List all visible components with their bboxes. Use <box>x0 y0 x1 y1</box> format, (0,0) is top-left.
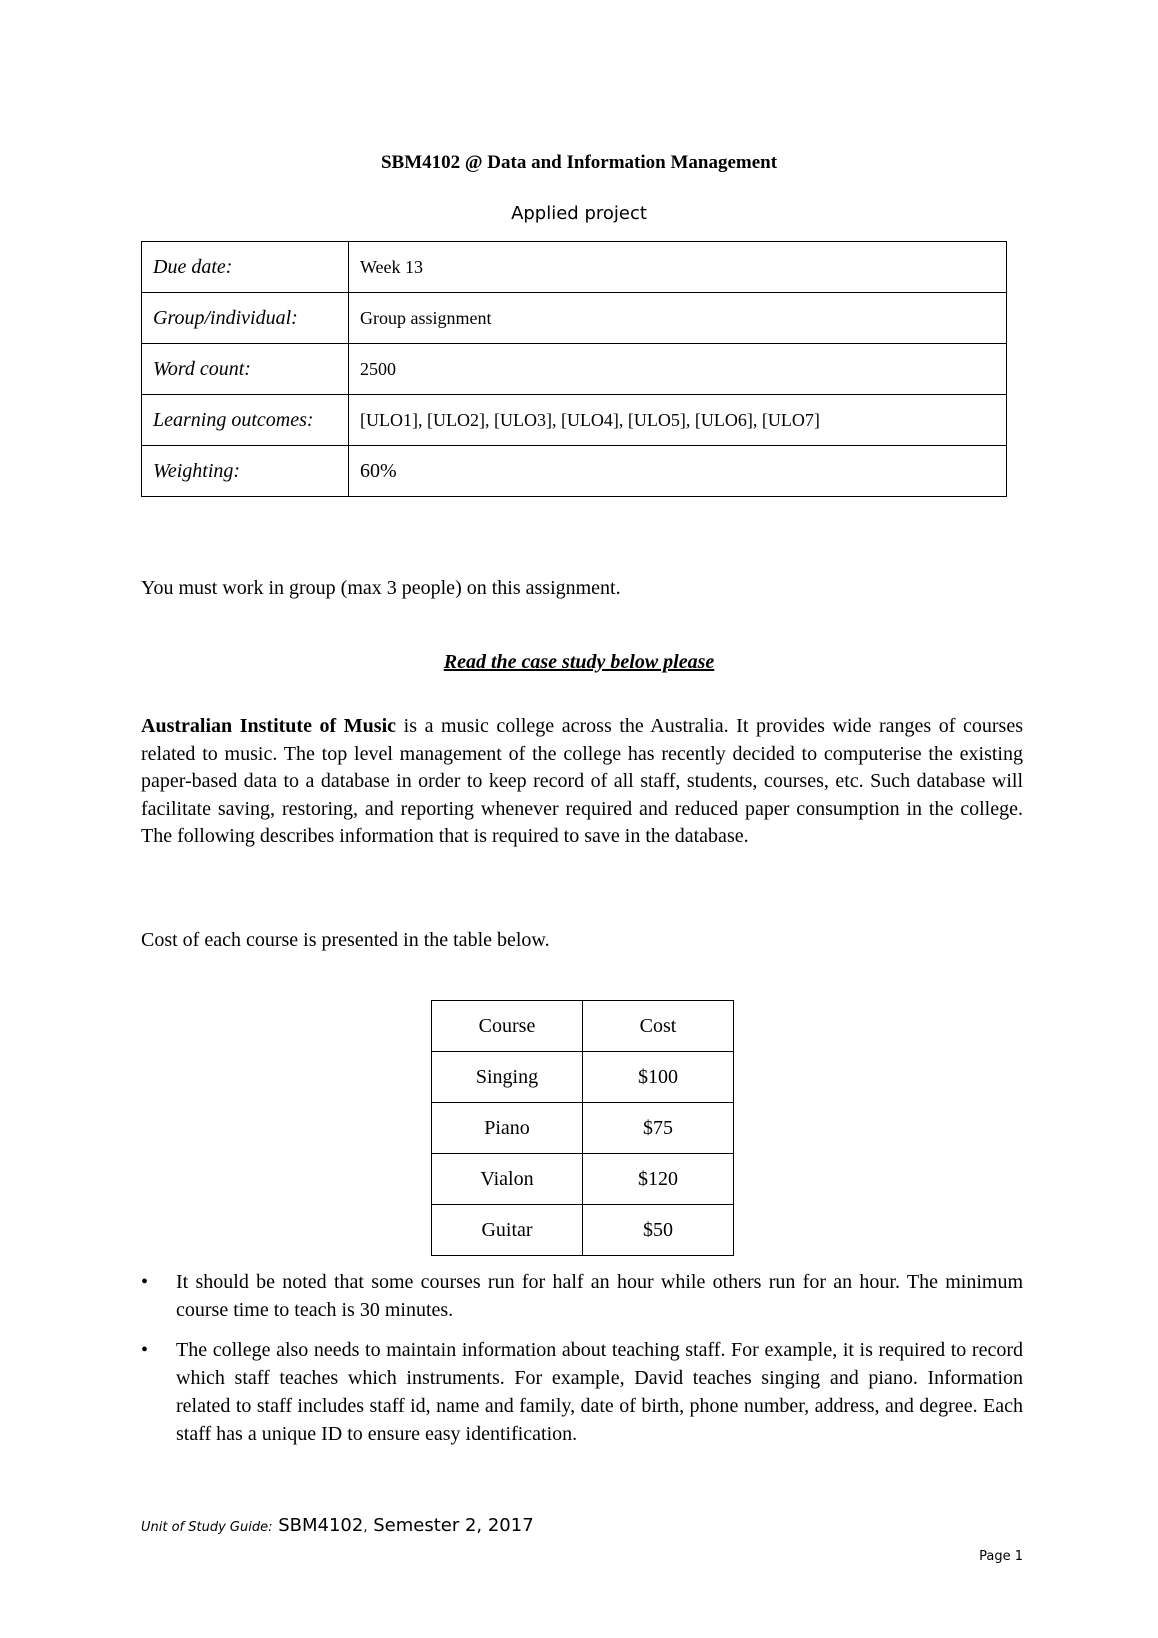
course-cell: Singing <box>432 1052 583 1103</box>
course-cost-table <box>431 1000 734 1256</box>
page-number: Page 1 <box>979 1549 1023 1564</box>
course-cell: Vialon <box>432 1154 583 1205</box>
info-value: Group assignment <box>349 293 1007 344</box>
info-label: Weighting: <box>142 446 349 497</box>
cost-intro: Cost of each course is presented in the table below. <box>141 929 550 951</box>
info-label: Word count: <box>142 344 349 395</box>
info-row <box>142 395 1007 446</box>
document-subtitle: Applied project <box>511 203 647 224</box>
info-value: Week 13 <box>349 242 1007 293</box>
bullet-icon: • <box>141 1339 149 1361</box>
list-item-text: It should be noted that some courses run for half an hour while others run for an hour. The minimum course time to teach is 30 minutes. <box>176 1271 1023 1321</box>
cost-row <box>432 1154 734 1205</box>
bullet-icon: • <box>141 1271 149 1293</box>
cost-cell: $120 <box>583 1154 734 1205</box>
info-value: [ULO1], [ULO2], [ULO3], [ULO4], [ULO5], [ULO6], [ULO7] <box>349 395 1007 446</box>
cost-row <box>432 1052 734 1103</box>
footer-separator: , <box>363 1520 368 1535</box>
info-row <box>142 344 1007 395</box>
intro-paragraph <box>141 713 1023 851</box>
info-label: Due date: <box>142 242 349 293</box>
info-value: 2500 <box>349 344 1007 395</box>
group-note: You must work in group (max 3 people) on this assignment. <box>141 577 621 599</box>
footer-label: Unit of Study Guide: <box>141 1520 273 1535</box>
course-cell: Guitar <box>432 1205 583 1256</box>
assignment-info-table <box>141 241 1007 497</box>
course-cell: Piano <box>432 1103 583 1154</box>
footer-semester: Semester 2, 2017 <box>373 1515 534 1536</box>
info-row <box>142 293 1007 344</box>
info-label: Group/individual: <box>142 293 349 344</box>
case-study-heading: Read the case study below please <box>443 651 715 673</box>
intro-text: is a music college across the Australia. It provides wide ranges of courses related to music. The top level management of the college has recently decided to computerise the existing paper-based data to a database in order to keep record of all staff, students, courses, etc. Such database will facilitate saving, restoring, and reporting whenever required and reduced paper consumption in the college. The following describes information that is required to save in the database. <box>141 715 1023 847</box>
cost-cell: $100 <box>583 1052 734 1103</box>
list-item-text: The college also needs to maintain information about teaching staff. For example, it is required to record which staff teaches which instruments. For example, David teaches singing and piano. Information related to staff includes staff id, name and family, date of birth, phone number, address, and degree. Each staff has a unique ID to ensure easy identification. <box>176 1339 1023 1445</box>
cost-header-cell: Course <box>432 1001 583 1052</box>
footer-unit-code: SBM4102 <box>278 1515 364 1536</box>
cost-cell: $75 <box>583 1103 734 1154</box>
info-value: 60% <box>349 446 1007 497</box>
requirements-list <box>141 1268 1023 1460</box>
list-item <box>141 1268 1023 1324</box>
cost-header-cell: Cost <box>583 1001 734 1052</box>
cost-row <box>432 1205 734 1256</box>
cost-header-row <box>432 1001 734 1052</box>
list-item <box>141 1336 1023 1448</box>
info-row <box>142 446 1007 497</box>
document-title: SBM4102 @ Data and Information Management <box>380 152 778 173</box>
info-row <box>142 242 1007 293</box>
cost-cell: $50 <box>583 1205 734 1256</box>
institute-name: Australian Institute of Music <box>141 715 397 737</box>
info-label: Learning outcomes: <box>142 395 349 446</box>
cost-row <box>432 1103 734 1154</box>
page-footer <box>141 1515 534 1536</box>
